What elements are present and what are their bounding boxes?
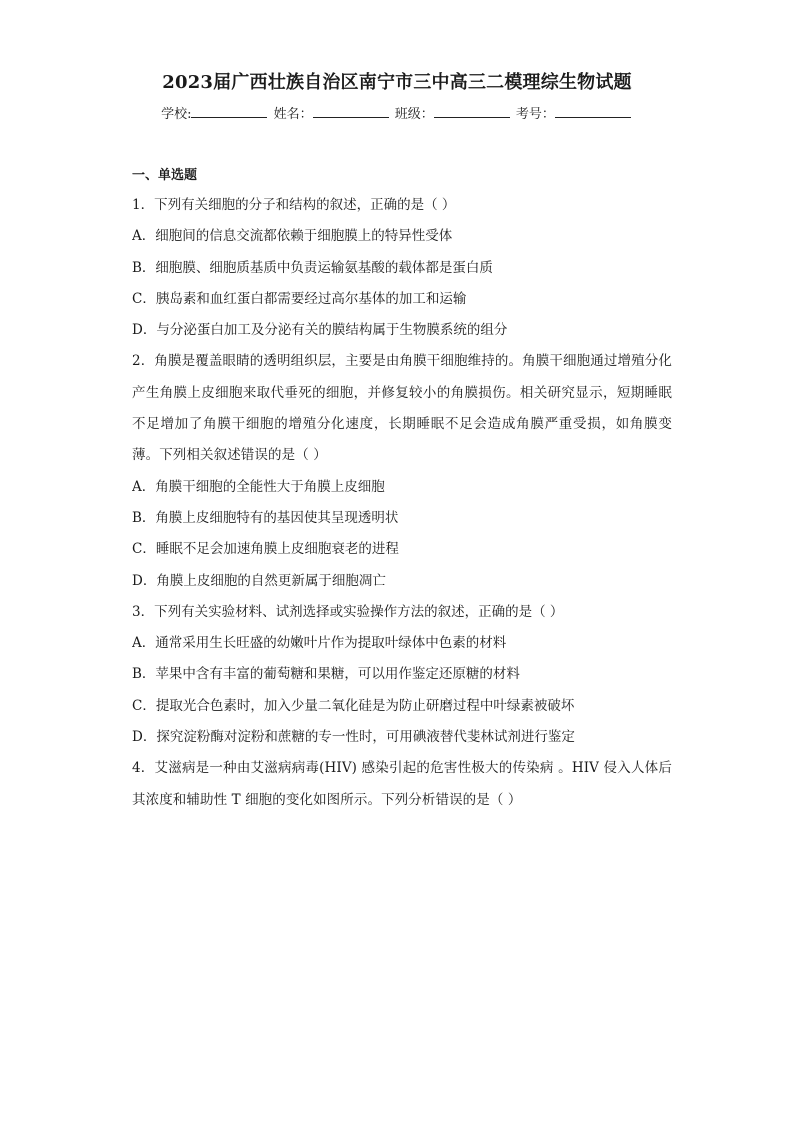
exam-number-label: 考号： [515,107,555,122]
question-1-option-d[interactable]: D．与分泌蛋白加工及分泌有关的膜结构属于生物膜系统的组分 [132,322,508,339]
question-3-option-a[interactable]: A．通常采用生长旺盛的幼嫩叶片作为提取叶绿体中色素的材料 [132,635,507,652]
question-1-stem: 1．下列有关细胞的分子和结构的叙述，正确的是（ ） [132,197,456,213]
class-label: 班级： [394,107,434,122]
question-3-option-c[interactable]: C．提取光合色素时，加入少量二氧化硅是为防止研磨过程中叶绿素被破坏 [132,697,575,714]
question-content [132,164,672,816]
question-1-option-b[interactable]: B．细胞膜、细胞质基质中负责运输氨基酸的载体都是蛋白质 [132,259,493,276]
question-2-option-c[interactable]: C．睡眠不足会加速角膜上皮细胞衰老的进程 [132,541,399,558]
section-heading: 一、单选题 [132,168,198,183]
question-1-option-a[interactable]: A．细胞间的信息交流都依赖于细胞膜上的特异性受体 [132,228,453,245]
question-3-stem: 3．下列有关实验材料、试剂选择或实验操作方法的叙述，正确的是（ ） [132,603,564,620]
page-title: 2023届广西壮族自治区南宁市三中高三二模理综生物试题 [162,72,632,93]
question-2-option-a[interactable]: A．角膜干细胞的全能性大于角膜上皮细胞 [132,478,385,495]
name-label: 姓名： [273,107,313,122]
school-label: 学校: [161,107,192,122]
exam-number-blank[interactable] [555,105,631,118]
student-info-line [0,103,794,122]
question-4-stem: 4．艾滋病是一种由艾滋病病毒(HIV) 感染引起的危害性极大的传染病 。HIV 侵入人体后其浓度和辅助性 T 细胞的变化如图所示。下列分析错误的是（ ） [132,760,672,808]
question-3-option-d[interactable]: D．探究淀粉酶对淀粉和蔗糖的专一性时，可用碘液替代斐林试剂进行鉴定 [132,729,575,746]
class-blank[interactable] [434,105,510,118]
school-blank[interactable] [191,105,267,118]
question-2-option-b[interactable]: B．角膜上皮细胞特有的基因使其呈现透明状 [132,509,399,526]
question-1-option-c[interactable]: C．胰岛素和血红蛋白都需要经过高尔基体的加工和运输 [132,290,467,307]
question-3-option-b[interactable]: B．苹果中含有丰富的葡萄糖和果糖，可以用作鉴定还原糖的材料 [132,666,520,683]
name-blank[interactable] [313,105,389,118]
question-2-option-d[interactable]: D．角膜上皮细胞的自然更新属于细胞凋亡 [132,572,386,589]
question-2-stem: 2．角膜是覆盖眼睛的透明组织层，主要是由角膜干细胞维持的。角膜干细胞通过增殖分化产生角膜上皮细胞来取代垂死的细胞，并修复较小的角膜损伤。相关研究显示，短期睡眠不足增加了角膜干细胞的增殖分化速度，长期睡眠不足会造成角膜严重受损，如角膜变薄。下列相关叙述错误的是（ ） [132,353,672,464]
